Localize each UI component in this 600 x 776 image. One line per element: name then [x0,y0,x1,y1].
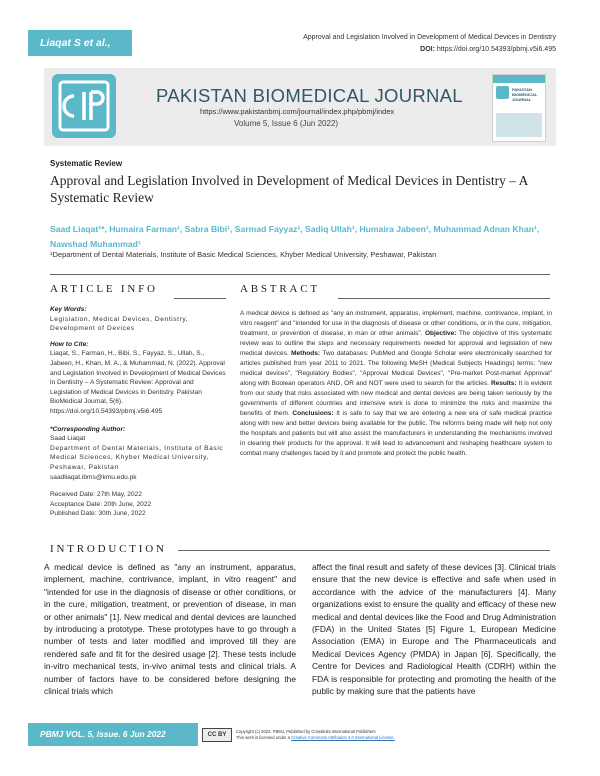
article-title: Approval and Legislation Involved in Development of Medical Devices in Dentistry – A Systematic Review [50,173,528,205]
journal-url[interactable]: https://www.pakistanbmj.com/journal/index.php/pbmj/index [200,107,395,116]
introduction-column-left: A medical device is defined as "any an instrument, apparatus, implement, machine, contrivance, implant, in vitro reagent" and "intended for use in the diagnosis of disease or other conditions, or in the cure, mitigation, treatment, or prevention of disease, in man or other animals" [1]. New medical and dental devices are launched by introducing a prototype. These prototypes have to go through a number of tests and later modified and improved till they are rendered safe and fit for the desired usage [2]. These tests include in-vitro mechanical tests, in-vivo animal tests and clinical trials. A number of factors have to be considered before designing the clinical trials which [44,562,296,697]
conclusions-label: Conclusions: [292,410,334,417]
doi-label: DOI: [420,46,435,53]
footer-issue: PBMJ VOL. 5, Issue. 6 Jun 2022 [28,723,198,746]
abstract-rule [338,298,550,299]
corresponding-label: *Corresponding Author: [50,425,126,433]
introduction-heading: INTRODUCTION [50,543,167,555]
article-info-heading: ARTICLE INFO [50,283,158,295]
published-date: Published Date: 30th June, 2022 [50,510,146,518]
conclusions-text: It is safe to say that we are entering a new era of safe medical practice along with new and better devices being available for the public. The reforms being made will help not only the hospitals and patients but will also assist the manufacturers in understanding the mechanisms involved in clearing their products for the approval. It will lead to advancement and reshaping healthcare system to combat many challenges faced by it and promote and protect the public health. [240,410,552,457]
journal-banner [44,68,556,146]
doi-link[interactable]: https://doi.org/10.54393/pbmj.v5i6.495 [436,46,556,53]
cover-top-bar [493,75,545,83]
results-label: Results: [490,380,517,387]
journal-name: PAKISTAN BIOMEDICAL JOURNAL [156,85,463,106]
journal-logo-icon [52,74,116,138]
license-note [236,729,395,741]
keywords: Legislation, Medical Devices, Dentistry, Development of Devices [50,315,189,333]
corresponding-email[interactable]: saadliaqat.ibms@kmu.edu.pk [50,473,137,481]
journal-volume: Volume 5, Issue 6 (Jun 2022) [234,119,339,128]
divider [50,274,550,275]
doi-line [303,44,556,56]
journal-cover-thumbnail [492,74,546,142]
license-line [236,735,395,741]
keywords-label: Key Words: [50,306,87,313]
article-type: Systematic Review [50,159,123,168]
cc-by-badge[interactable]: CC BY [202,728,232,742]
cover-title: PAKISTAN BIOMEDICAL JOURNAL [512,87,538,102]
received-date: Received Date: 27th May, 2022 [50,491,142,499]
methods-text: Two databases: PubMed and Google Scholar were electronically searched for articles published from year 2011 to 2021. The following MeSH (Medical Subjects Headings) terms; "new medical devices", "Regulatory Bodies", "Approval Medical Devices", "Pre-market Post-market Approval" along with Boolean operators AND, OR and NOT were used to search for the articles. [240,350,552,387]
copyright-line: Copyright (c) 2022. PBMJ, Published by Crosslinks International Publishers [236,729,376,734]
introduction-column-right: affect the final result and safety of these devices [3]. Clinical trials ensure that the new device is effective and safe when used in accordance with the advice of the manufacturers [4]. Many organizations exist to ensure the quality and efficacy of these new medical and dental devices like the Food and Drug Administration (FDA) in the United States [5] Figure 1, European Medicine Association (EMA) in Europe and The Pharmaceuticals and Medical Devices Agency (PMDA) in Japan [6]. Specifically, the Centre for Devices and Radiological Health (CDRH) within the FDA is responsible for protecting and promoting the health of the public by making sure that the patients have [312,562,556,697]
methods-label: Methods: [291,350,321,357]
author-tab: Liaqat S et al., [28,30,132,56]
acceptance-date: Acceptance Date: 20th June, 2022 [50,500,152,508]
running-title: Approval and Legislation Involved in Development of Medical Devices in Dentistry [303,34,556,41]
running-header [303,32,556,56]
article-info [50,305,226,525]
objective-label: Objective: [424,330,457,337]
license-link[interactable]: Creative Commons Attribution 4.0 International License. [291,735,395,740]
results-text: It is evident from our study that risks associated with new medical and dental devices are being taken seriously by the governments of different countries and intensive work is done to minimize the risks and maximize the benefits of them. [240,380,552,417]
introduction-rule [178,550,550,551]
abstract-body [240,309,552,459]
citation: Liaqat, S., Farman, H., Bibi, S., Fayyaz, S., Ullah, S., Jabeen, H., Khan, M. A., & Muhammad, N. (2022). Approval and Legislation Involved in Development of Medical Devices in Dentistry – A Systematic Review: Approval and Legislation of Medical Devices in Dentistry. Pakistan BioMedical Journal, 5(6). https://doi.org/10.54393/pbmj.v5i6.495 [50,350,226,415]
objective-text: The objective of this systematic review was to outline the steps and necessary requirements needed for approval and legislation of new medical devices. [240,330,552,357]
corresponding-department: Department of Dental Materials, Institute of Basic Medical Sciences, Khyber Medical University, Peshawar, Pakistan [50,444,224,471]
author-list: Saad Liaqat¹*, Humaira Farman¹, Sabra Bibi¹, Sarmad Fayyaz¹, Sadiq Ullah¹, Humaira Jabeen¹, Muhammad Adnan Khan¹, Nawshad Muhammad¹ [50,224,540,249]
article-info-rule [174,298,226,299]
cover-logo-icon [496,86,509,99]
corresponding-name: Saad Liaqat [50,435,86,443]
cover-image [496,113,542,137]
abstract-intro: A medical device is defined as "any an instrument, apparatus, implement, machine, contrivance, implant, in vitro reagent" and "intended for use in the diagnosis of disease or other conditions, or in the cure, mitigation, treatment, or prevention of disease, in man or other animals". [240,310,552,337]
license-prefix: This work is licensed under a [236,735,290,740]
abstract-heading: ABSTRACT [240,283,320,295]
cite-label: How to Cite: [50,340,89,348]
affiliation: ¹Department of Dental Materials, Institute of Basic Medical Sciences, Khyber Medical University, Peshawar, Pakistan [50,250,437,259]
